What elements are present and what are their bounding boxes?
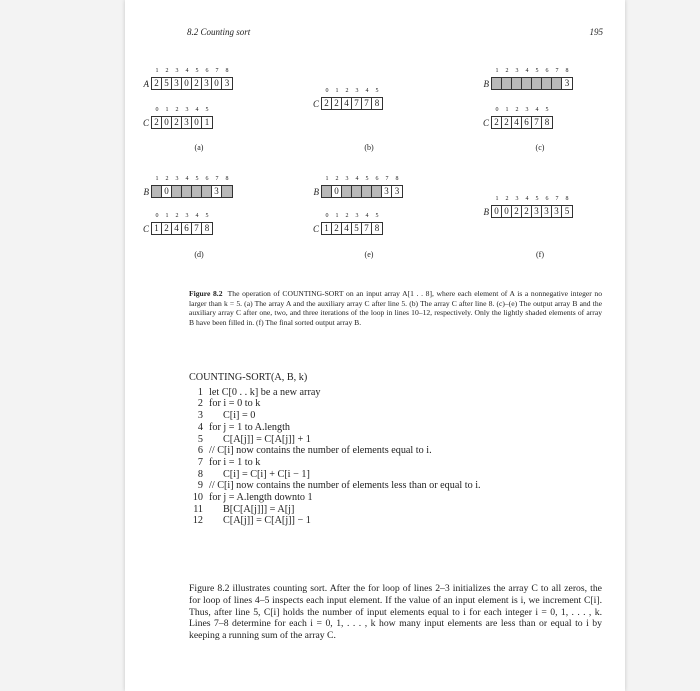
array-index: 4 bbox=[185, 68, 189, 74]
array-cell: 3 bbox=[564, 78, 570, 88]
panel-d-c-indices bbox=[152, 213, 212, 220]
array-index: 4 bbox=[525, 196, 529, 202]
array-index: 4 bbox=[535, 107, 539, 113]
code-line bbox=[189, 480, 609, 492]
pseudocode-block bbox=[189, 372, 609, 527]
array-cell: 2 bbox=[332, 223, 342, 234]
line-text: C[A[j]] = C[A[j]] − 1 bbox=[223, 515, 311, 527]
array-index: 1 bbox=[155, 176, 159, 182]
panel-c-b-indices bbox=[492, 68, 572, 75]
array-cell: 4 bbox=[512, 117, 522, 128]
array-index: 0 bbox=[495, 107, 499, 113]
array-index: 6 bbox=[545, 68, 549, 74]
array-index: 5 bbox=[375, 88, 379, 94]
panel-label-b: (b) bbox=[364, 143, 374, 152]
array-index: 3 bbox=[515, 68, 519, 74]
array-index: 5 bbox=[375, 213, 379, 219]
array-index: 2 bbox=[175, 213, 179, 219]
array-index: 2 bbox=[165, 68, 169, 74]
line-text: // C[i] now contains the number of elements less than or equal to i. bbox=[209, 480, 481, 492]
array-index: 3 bbox=[345, 176, 349, 182]
array-index: 8 bbox=[225, 176, 229, 182]
array-index: 4 bbox=[365, 213, 369, 219]
array-index: 3 bbox=[185, 213, 189, 219]
array-index: 2 bbox=[345, 88, 349, 94]
array-cell bbox=[492, 78, 502, 89]
line-number: 12 bbox=[192, 515, 203, 527]
array-index: 3 bbox=[355, 88, 359, 94]
array-index: 7 bbox=[385, 176, 389, 182]
array-name: C bbox=[142, 223, 149, 234]
array-cell: 2 bbox=[162, 223, 172, 234]
pseudocode-title: COUNTING-SORT(A, B, k) bbox=[189, 372, 308, 383]
array-cell: 4 bbox=[342, 223, 352, 234]
array-index: 3 bbox=[515, 196, 519, 202]
array-index: 7 bbox=[215, 68, 219, 74]
array-cell: 5 bbox=[352, 223, 362, 234]
array-index: 4 bbox=[365, 88, 369, 94]
array-cell: 2 bbox=[322, 98, 332, 109]
page-number: 195 bbox=[589, 27, 603, 37]
array-index: 5 bbox=[365, 176, 369, 182]
panel-label-d: (d) bbox=[194, 250, 204, 259]
array-cell: 3 bbox=[532, 206, 542, 217]
array-index: 8 bbox=[225, 68, 229, 74]
array-cells bbox=[151, 116, 213, 129]
array-cell: 2 bbox=[172, 117, 182, 128]
array-cell: 2 bbox=[192, 78, 202, 89]
figure-caption bbox=[189, 289, 602, 327]
array-index: 0 bbox=[155, 213, 159, 219]
panel-label-f: (f) bbox=[536, 250, 544, 259]
line-text: let C[0 . . k] be a new array bbox=[209, 386, 321, 398]
panel-c-array-b bbox=[478, 77, 573, 90]
line-text: for i = 0 to k bbox=[209, 398, 261, 410]
array-name: C bbox=[312, 223, 319, 234]
array-index: 1 bbox=[155, 68, 159, 74]
array-index: 8 bbox=[565, 196, 569, 202]
array-cell bbox=[362, 186, 372, 197]
book-page bbox=[125, 0, 625, 691]
line-text: C[i] = 0 bbox=[223, 410, 256, 422]
array-index: 3 bbox=[185, 107, 189, 113]
line-number: 4 bbox=[197, 421, 203, 433]
array-name: C bbox=[482, 117, 489, 128]
code-line bbox=[189, 434, 609, 446]
array-cell: 8 bbox=[544, 117, 550, 127]
array-cell bbox=[522, 78, 532, 89]
array-cells bbox=[491, 77, 573, 90]
array-cell: 3 bbox=[212, 186, 222, 197]
array-index: 3 bbox=[175, 176, 179, 182]
array-cell bbox=[192, 186, 202, 197]
array-index: 2 bbox=[335, 176, 339, 182]
line-number: 10 bbox=[192, 492, 203, 504]
code-line bbox=[189, 422, 609, 434]
array-cell: 3 bbox=[172, 78, 182, 89]
array-cell bbox=[352, 186, 362, 197]
array-index: 2 bbox=[175, 107, 179, 113]
panel-e-b-indices bbox=[322, 176, 402, 183]
panel-b-array-c bbox=[308, 97, 383, 110]
array-cell: 8 bbox=[374, 223, 380, 233]
array-cell: 6 bbox=[522, 117, 532, 128]
array-cell bbox=[502, 78, 512, 89]
array-index: 5 bbox=[205, 213, 209, 219]
code-line bbox=[189, 504, 609, 516]
array-cell: 7 bbox=[352, 98, 362, 109]
array-cell bbox=[542, 78, 552, 89]
running-header: 8.2 Counting sort bbox=[187, 27, 251, 37]
line-number: 7 bbox=[197, 456, 203, 468]
array-cell: 2 bbox=[332, 98, 342, 109]
array-cell bbox=[342, 186, 352, 197]
array-cell bbox=[372, 186, 382, 197]
array-cell: 0 bbox=[502, 206, 512, 217]
array-cell bbox=[532, 78, 542, 89]
array-index: 7 bbox=[555, 196, 559, 202]
array-name: B bbox=[483, 206, 489, 217]
array-name: C bbox=[142, 117, 149, 128]
line-number: 6 bbox=[197, 445, 203, 457]
array-index: 2 bbox=[345, 213, 349, 219]
array-cells bbox=[321, 185, 403, 198]
array-index: 4 bbox=[525, 68, 529, 74]
array-cell: 0 bbox=[332, 186, 342, 197]
panel-b-c-indices bbox=[322, 88, 382, 95]
array-index: 2 bbox=[515, 107, 519, 113]
array-cell: 2 bbox=[152, 117, 162, 128]
array-cell: 0 bbox=[162, 117, 172, 128]
panel-f-b-indices bbox=[492, 196, 572, 203]
code-line bbox=[189, 387, 609, 399]
array-cell bbox=[202, 186, 212, 197]
array-index: 2 bbox=[505, 196, 509, 202]
code-line bbox=[189, 445, 609, 457]
panel-label-e: (e) bbox=[364, 250, 374, 259]
array-cells bbox=[491, 116, 553, 129]
line-text: C[A[j]] = C[A[j]] + 1 bbox=[223, 433, 311, 445]
panel-label-c: (c) bbox=[535, 143, 545, 152]
array-cell bbox=[322, 186, 332, 197]
array-name: B bbox=[313, 186, 319, 197]
array-cell: 7 bbox=[362, 223, 372, 234]
array-index: 2 bbox=[165, 176, 169, 182]
line-number: 2 bbox=[197, 398, 203, 410]
array-index: 1 bbox=[325, 176, 329, 182]
code-line bbox=[189, 457, 609, 469]
panel-d-b-indices bbox=[152, 176, 232, 183]
array-cell: 3 bbox=[552, 206, 562, 217]
array-cell: 1 bbox=[204, 117, 210, 127]
array-index: 0 bbox=[155, 107, 159, 113]
array-index: 6 bbox=[205, 68, 209, 74]
array-cell: 5 bbox=[564, 206, 570, 216]
panel-d-array-b bbox=[138, 185, 233, 198]
array-cell: 7 bbox=[192, 223, 202, 234]
array-index: 6 bbox=[205, 176, 209, 182]
array-cell: 7 bbox=[532, 117, 542, 128]
array-index: 1 bbox=[495, 68, 499, 74]
panel-label-a: (a) bbox=[194, 143, 204, 152]
panel-e-array-b bbox=[308, 185, 403, 198]
array-cell: 0 bbox=[192, 117, 202, 128]
panel-a-array-c bbox=[138, 116, 213, 129]
array-index: 1 bbox=[505, 107, 509, 113]
array-cell: 3 bbox=[394, 186, 400, 196]
array-cell: 2 bbox=[502, 117, 512, 128]
array-index: 5 bbox=[535, 196, 539, 202]
panel-d-array-c bbox=[138, 222, 213, 235]
array-cell: 0 bbox=[162, 186, 172, 197]
array-cell: 3 bbox=[202, 78, 212, 89]
array-cells bbox=[321, 97, 383, 110]
array-cell: 2 bbox=[522, 206, 532, 217]
array-index: 3 bbox=[175, 68, 179, 74]
array-cell: 8 bbox=[374, 98, 380, 108]
array-index: 1 bbox=[335, 213, 339, 219]
array-cell bbox=[512, 78, 522, 89]
array-cell: 1 bbox=[322, 223, 332, 234]
array-cell: 0 bbox=[212, 78, 222, 89]
array-cell: 5 bbox=[162, 78, 172, 89]
array-cells bbox=[151, 77, 233, 90]
panel-f-array-b bbox=[478, 205, 573, 218]
array-index: 4 bbox=[185, 176, 189, 182]
array-index: 1 bbox=[165, 107, 169, 113]
panel-e-c-indices bbox=[322, 213, 382, 220]
array-cell bbox=[172, 186, 182, 197]
panel-c-c-indices bbox=[492, 107, 552, 114]
array-index: 1 bbox=[495, 196, 499, 202]
array-cell: 4 bbox=[172, 223, 182, 234]
array-index: 0 bbox=[325, 213, 329, 219]
line-text: for j = A.length downto 1 bbox=[209, 492, 313, 504]
array-index: 6 bbox=[375, 176, 379, 182]
array-index: 8 bbox=[565, 68, 569, 74]
array-cell: 3 bbox=[382, 186, 392, 197]
line-number: 11 bbox=[193, 503, 203, 515]
array-cell: 7 bbox=[362, 98, 372, 109]
line-text: for j = 1 to A.length bbox=[209, 421, 291, 433]
line-number: 8 bbox=[197, 468, 203, 480]
panel-a-c-indices bbox=[152, 107, 212, 114]
code-line bbox=[189, 492, 609, 504]
array-cell bbox=[152, 186, 162, 197]
array-index: 7 bbox=[555, 68, 559, 74]
line-text: C[i] = C[i] + C[i − 1] bbox=[223, 468, 310, 480]
array-index: 4 bbox=[195, 107, 199, 113]
array-cell bbox=[182, 186, 192, 197]
array-cell: 2 bbox=[512, 206, 522, 217]
array-cell bbox=[222, 186, 232, 197]
array-name: B bbox=[143, 186, 149, 197]
array-cell bbox=[552, 78, 562, 89]
caption-text: The operation of COUNTING-SORT on an input array A[1 . . 8], where each element of A is a nonnegative integer no larger than k = 5. (a) The array A and the auxiliary array C after line 5. (b) The array C after line 8. (c)–(e) The output array B and the auxiliary array C after one, two, and three iterations of the loop in lines 10–12, respectively. Only the lightly shaded elements of array B have been filled in. (f) The final sorted output array B. bbox=[189, 289, 602, 327]
array-cell: 3 bbox=[224, 78, 230, 88]
caption-label: Figure 8.2 bbox=[189, 289, 223, 298]
array-cell: 0 bbox=[182, 78, 192, 89]
line-number: 9 bbox=[197, 480, 203, 492]
line-text: for i = 1 to k bbox=[209, 456, 261, 468]
array-index: 5 bbox=[195, 68, 199, 74]
array-index: 5 bbox=[535, 68, 539, 74]
array-cells bbox=[321, 222, 383, 235]
array-index: 0 bbox=[325, 88, 329, 94]
panel-a-array-a bbox=[138, 77, 233, 90]
array-cell: 6 bbox=[182, 223, 192, 234]
code-line bbox=[189, 469, 609, 481]
body-paragraph: Figure 8.2 illustrates counting sort. After the for loop of lines 2–3 initializes the array C to all zeros, the for loop of lines 4–5 inspects each input element. If the value of an input element is i, we increment C[i]. Thus, after line 5, C[i] holds the number of input elements equal to i for each integer i = 0, 1, . . . , k. Lines 7–8 determine for each i = 0, 1, . . . , k how many input elements are less than or equal to i by keeping a running sum of the array C. bbox=[189, 583, 602, 642]
array-index: 1 bbox=[165, 213, 169, 219]
array-cell: 8 bbox=[204, 223, 210, 233]
line-number: 5 bbox=[197, 433, 203, 445]
array-name: B bbox=[483, 78, 489, 89]
array-index: 5 bbox=[195, 176, 199, 182]
array-index: 4 bbox=[355, 176, 359, 182]
line-text: // C[i] now contains the number of elements equal to i. bbox=[209, 445, 432, 457]
code-line bbox=[189, 515, 609, 527]
array-cell: 3 bbox=[182, 117, 192, 128]
array-index: 5 bbox=[545, 107, 549, 113]
array-name: C bbox=[312, 98, 319, 109]
array-index: 2 bbox=[505, 68, 509, 74]
array-index: 3 bbox=[355, 213, 359, 219]
code-line bbox=[189, 410, 609, 422]
array-index: 5 bbox=[205, 107, 209, 113]
line-number: 1 bbox=[197, 386, 203, 398]
panel-a-a-indices bbox=[152, 68, 232, 75]
code-line bbox=[189, 398, 609, 410]
array-cell: 2 bbox=[152, 78, 162, 89]
panel-c-array-c bbox=[478, 116, 553, 129]
array-cells bbox=[151, 222, 213, 235]
array-cell: 2 bbox=[492, 117, 502, 128]
array-index: 3 bbox=[525, 107, 529, 113]
array-index: 4 bbox=[195, 213, 199, 219]
array-cell: 4 bbox=[342, 98, 352, 109]
array-cells bbox=[151, 185, 233, 198]
array-name: A bbox=[143, 78, 149, 89]
array-index: 1 bbox=[335, 88, 339, 94]
array-cell: 0 bbox=[492, 206, 502, 217]
array-index: 8 bbox=[395, 176, 399, 182]
array-cells bbox=[491, 205, 573, 218]
array-cell: 1 bbox=[152, 223, 162, 234]
panel-e-array-c bbox=[308, 222, 383, 235]
array-index: 6 bbox=[545, 196, 549, 202]
array-cell: 3 bbox=[542, 206, 552, 217]
array-index: 7 bbox=[215, 176, 219, 182]
line-number: 3 bbox=[197, 410, 203, 422]
line-text: B[C[A[j]]] = A[j] bbox=[223, 503, 295, 515]
